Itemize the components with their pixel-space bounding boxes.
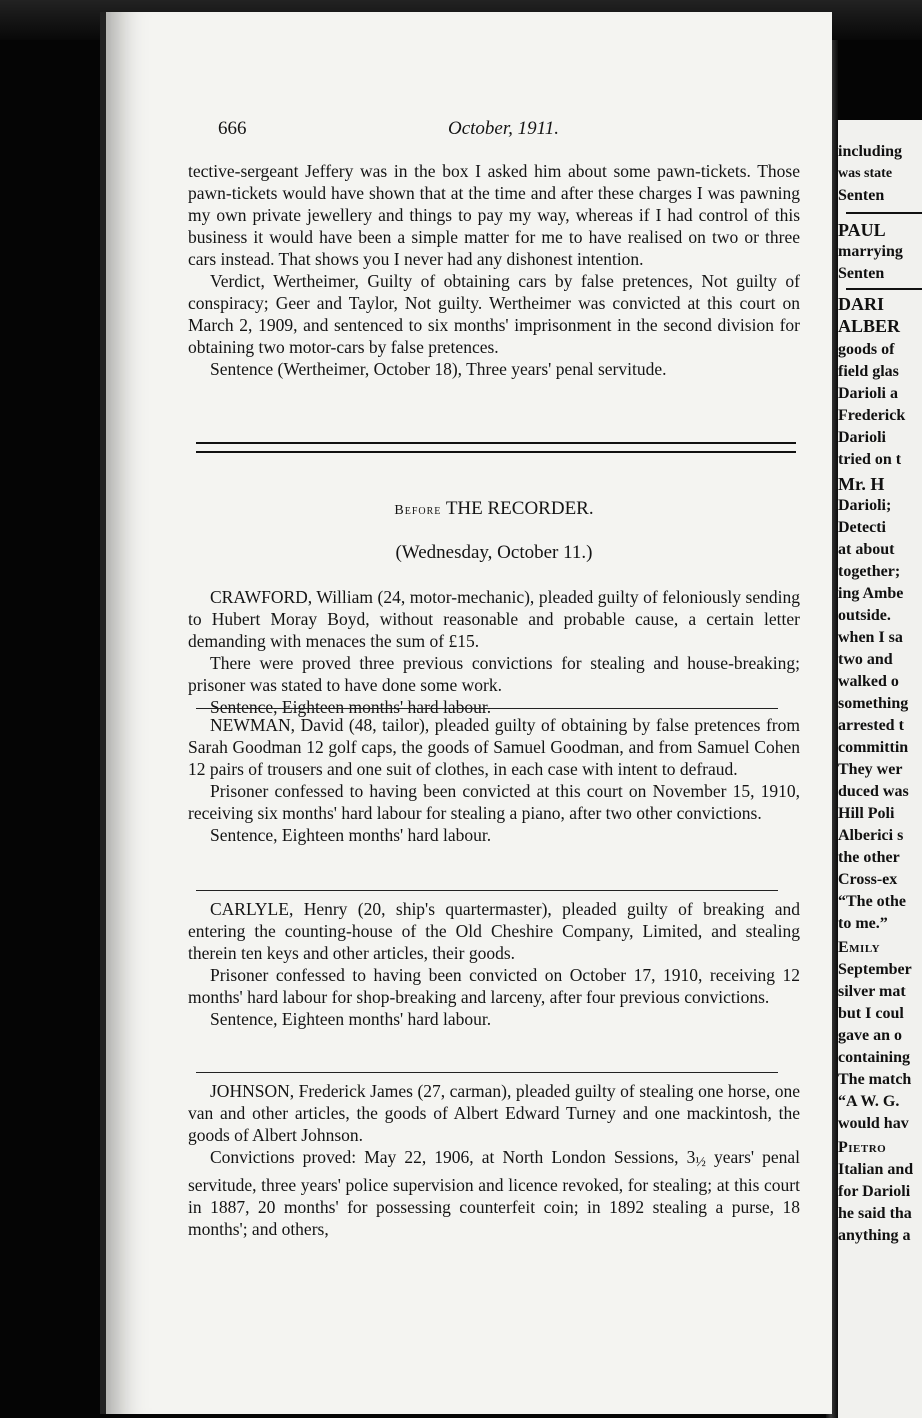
right-line: field glas: [838, 363, 899, 380]
defendant-name: NEWMAN,: [210, 715, 296, 735]
right-line: They wer: [838, 761, 903, 778]
running-title: October, 1911.: [448, 118, 559, 139]
right-rule: [846, 288, 922, 290]
right-line: but I coul: [838, 1005, 904, 1022]
right-line: Cross-ex: [838, 871, 898, 888]
right-page-fragment: [838, 120, 922, 1418]
right-line: outside.: [838, 607, 891, 624]
defendant-name: CRAWFORD,: [210, 587, 313, 607]
right-line: silver mat: [838, 983, 906, 1000]
case-entry: [188, 586, 800, 718]
court-name: THE RECORDER.: [445, 498, 594, 519]
right-line: “A W. G.: [838, 1093, 900, 1110]
right-line: ALBER: [838, 316, 901, 336]
right-line: was state: [838, 166, 893, 181]
continuation-paragraph: tective-sergeant Jeffery was in the box I asked him about some pawn-tickets. Those pawn-tickets would have shown that at the time and after these charges I was pawning my own private jewellery and things to pay my way, whereas if I had control of this business it would have been a simple matter for me to have realised on two or three cars instead. That shows you I never had any dishonest intention.: [188, 161, 800, 269]
case-divider: [196, 890, 778, 891]
right-line: Frederick: [838, 407, 906, 424]
right-line: would hav: [838, 1115, 909, 1132]
right-line: Detecti: [838, 519, 886, 536]
right-line: Darioli: [838, 429, 886, 446]
case-sentence: Sentence, Eighteen months' hard labour.: [210, 697, 492, 717]
right-line: to me.”: [838, 915, 888, 932]
case-divider: [196, 708, 778, 709]
sentence-paragraph: Sentence (Wertheimer, October 18), Three years' penal servitude.: [210, 359, 667, 379]
before-word: Before: [394, 503, 442, 518]
right-line: DARI: [838, 294, 885, 314]
right-line: two and: [838, 651, 893, 668]
running-head: [218, 118, 798, 144]
right-line: PAUL: [838, 220, 886, 240]
right-line: goods of: [838, 341, 895, 358]
case-entry: [188, 714, 800, 846]
right-line: for Darioli: [838, 1183, 911, 1200]
right-line: “The othe: [838, 893, 906, 910]
right-line: Mr. H: [838, 474, 885, 494]
case-body: Frederick James (27, carman), pleaded guilty of stealing one horse, one van and other articles, the goods of Albert Edward Turney and one mackintosh, the goods of Albert Johnson.: [188, 1081, 800, 1145]
right-line: September: [838, 961, 912, 978]
case-body: Henry (20, ship's quartermaster), pleaded guilty of breaking and entering the counting-house of the Old Cheshire Company, Limited, and stealing therein ten keys and other articles, their goods.: [188, 899, 800, 963]
right-line: Senten: [838, 265, 885, 282]
right-line: tried on t: [838, 451, 902, 468]
right-line: together;: [838, 563, 901, 580]
defendant-name: CARLYLE,: [210, 899, 294, 919]
case-detail-end: years' penal servitude, three years' police supervision and licence revoked, for stealing; at this court in 1887, 20 months' for possessing counterfeit coin; in 1892 stealing a purse, 18 months'; and others,: [188, 1147, 800, 1239]
fraction-half: ½: [695, 1155, 706, 1170]
section-heading: [188, 498, 800, 520]
right-line: walked o: [838, 673, 899, 690]
verdict-paragraph: Verdict, Wertheimer, Guilty of obtaining cars by false pretences, Not guilty of conspiracy; Geer and Taylor, Not guilty. Wertheimer was convicted at this court on March 2, 1909, and sentenced to six months' imprisonment in the second division for obtaining two motor-cars by false pretences.: [188, 271, 800, 357]
right-line: at about: [838, 541, 895, 558]
right-line: the other: [838, 849, 900, 866]
right-line: Emily: [838, 939, 881, 956]
right-line: including: [838, 143, 903, 160]
right-line: Senten: [838, 187, 885, 204]
case-body: William (24, motor-mechanic), pleaded guilty of feloniously sending to Hubert Moray Boyd, without reasonable and probable cause, a certain letter demanding with menaces the sum of £15.: [188, 587, 800, 651]
right-line: Alberici s: [838, 827, 904, 844]
case-detail: Prisoner confessed to having been convicted on October 17, 1910, receiving 12 months' hard labour for shop-breaking and larceny, after four previous convictions.: [188, 965, 800, 1007]
section-divider: [196, 442, 796, 453]
right-rule: [846, 212, 922, 214]
right-line: Darioli;: [838, 497, 892, 514]
case-sentence: Sentence, Eighteen months' hard labour.: [210, 825, 492, 845]
right-line: anything a: [838, 1227, 911, 1244]
case-detail: [188, 1146, 800, 1240]
right-line: he said tha: [838, 1205, 912, 1222]
defendant-name: JOHNSON,: [210, 1081, 295, 1101]
case-detail: There were proved three previous convictions for stealing and house-breaking; prisoner was stated to have done some work.: [188, 653, 800, 695]
case-entry: [188, 1080, 800, 1240]
right-line: Italian and: [838, 1161, 914, 1178]
right-line: Darioli a: [838, 385, 898, 402]
case-detail-start: Convictions proved: May 22, 1906, at North London Sessions, 3: [210, 1147, 696, 1167]
case-entry: [188, 898, 800, 1030]
right-line: Hill Poli: [838, 805, 895, 822]
right-line: something: [838, 695, 909, 712]
right-line: ing Ambe: [838, 585, 904, 602]
section-date: (Wednesday, October 11.): [395, 542, 593, 563]
case-divider: [196, 1072, 778, 1073]
continuation-block: [188, 160, 800, 380]
right-line: when I sa: [838, 629, 903, 646]
right-line: gave an o: [838, 1027, 902, 1044]
right-line: containing: [838, 1049, 911, 1066]
right-line: marrying: [838, 243, 903, 260]
right-line: committin: [838, 739, 909, 756]
case-sentence: Sentence, Eighteen months' hard labour.: [210, 1009, 492, 1029]
case-detail: Prisoner confessed to having been convicted at this court on November 15, 1910, receiving six months' hard labour for stealing a piano, after two other convictions.: [188, 781, 800, 823]
right-line: duced was: [838, 783, 909, 800]
right-line: arrested t: [838, 717, 904, 734]
case-body: David (48, tailor), pleaded guilty of obtaining by false pretences from Sarah Goodman 12 golf caps, the goods of Samuel Goodman, and from Samuel Cohen 12 pairs of trousers and one suit of clothes, in each case with intent to defraud.: [188, 715, 800, 779]
right-line: The match: [838, 1071, 912, 1088]
right-line: Pietro: [838, 1139, 887, 1156]
page-number: 666: [218, 118, 247, 139]
